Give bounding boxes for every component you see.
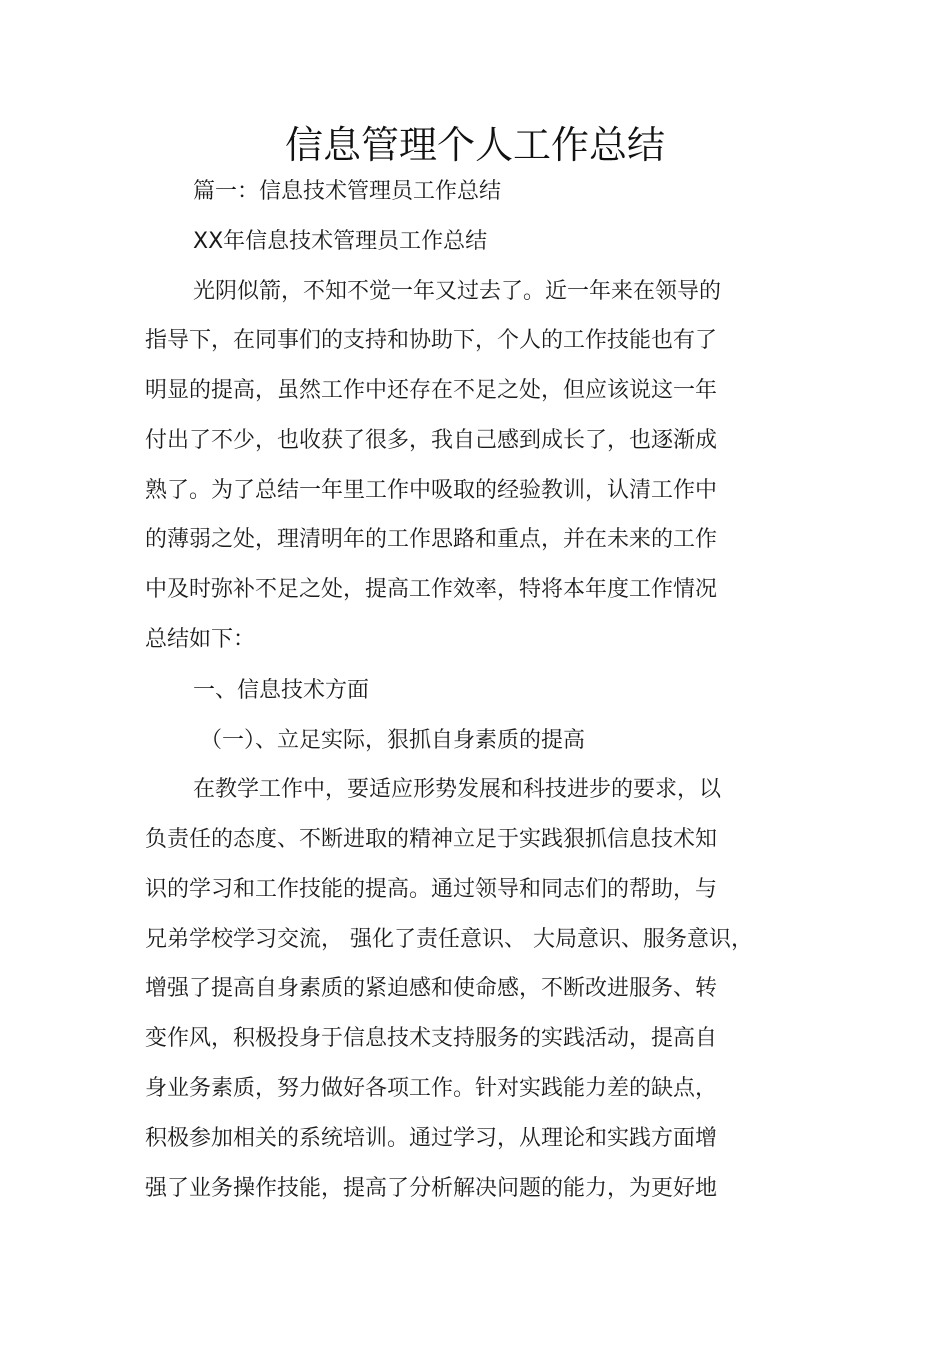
paragraph-line: 付出了不少，也收获了很多，我自己感到成长了，也逐渐成 — [145, 428, 718, 453]
paragraph-line: 强了业务操作技能，提高了分析解决问题的能力，为更好地 — [145, 1176, 718, 1201]
paragraph-line: 明显的提高，虽然工作中还存在不足之处，但应该说这一年 — [145, 378, 718, 403]
paragraph-line: 指导下，在同事们的支持和协助下，个人的工作技能也有了 — [145, 328, 718, 353]
paragraph-line: 识的学习和工作技能的提高。通过领导和同志们的帮助，与 — [145, 877, 718, 902]
paragraph-line: 熟了。为了总结一年里工作中吸取的经验教训，认清工作中 — [145, 478, 718, 503]
paragraph-line: 增强了提高自身素质的紧迫感和使命感，不断改进服务、转 — [145, 976, 718, 1001]
paragraph-line: 积极参加相关的系统培训。通过学习，从理论和实践方面增 — [145, 1126, 718, 1151]
paragraph-line: 的薄弱之处，理清明年的工作思路和重点，并在未来的工作 — [145, 527, 718, 552]
section-heading: 篇一：信息技术管理员工作总结 — [193, 179, 502, 204]
paragraph-line: 负责任的态度、不断进取的精神立足于实践狠抓信息技术知 — [145, 827, 718, 852]
paragraph-line: 身业务素质，努力做好各项工作。针对实践能力差的缺点， — [145, 1076, 718, 1101]
paragraph-line: 中及时弥补不足之处，提高工作效率，特将本年度工作情况 — [145, 577, 718, 602]
paragraph-line: 光阴似箭，不知不觉一年又过去了。近一年来在领导的 — [193, 279, 722, 304]
paragraph-line: 变作风，积极投身于信息技术支持服务的实践活动，提高自 — [145, 1026, 718, 1051]
paragraph-line: 兄弟学校学习交流， 强化了责任意识、 大局意识、服务意识， — [145, 927, 753, 952]
subheading: XX年信息技术管理员工作总结 — [193, 229, 488, 254]
section-heading: 一、信息技术方面 — [193, 678, 370, 703]
document-title: 信息管理个人工作总结 — [284, 123, 665, 167]
subsection-heading: （一）、立足实际，狠抓自身素质的提高 — [200, 728, 586, 753]
paragraph-line: 在教学工作中，要适应形势发展和科技进步的要求，以 — [193, 777, 722, 802]
paragraph-line: 总结如下： — [145, 627, 256, 652]
